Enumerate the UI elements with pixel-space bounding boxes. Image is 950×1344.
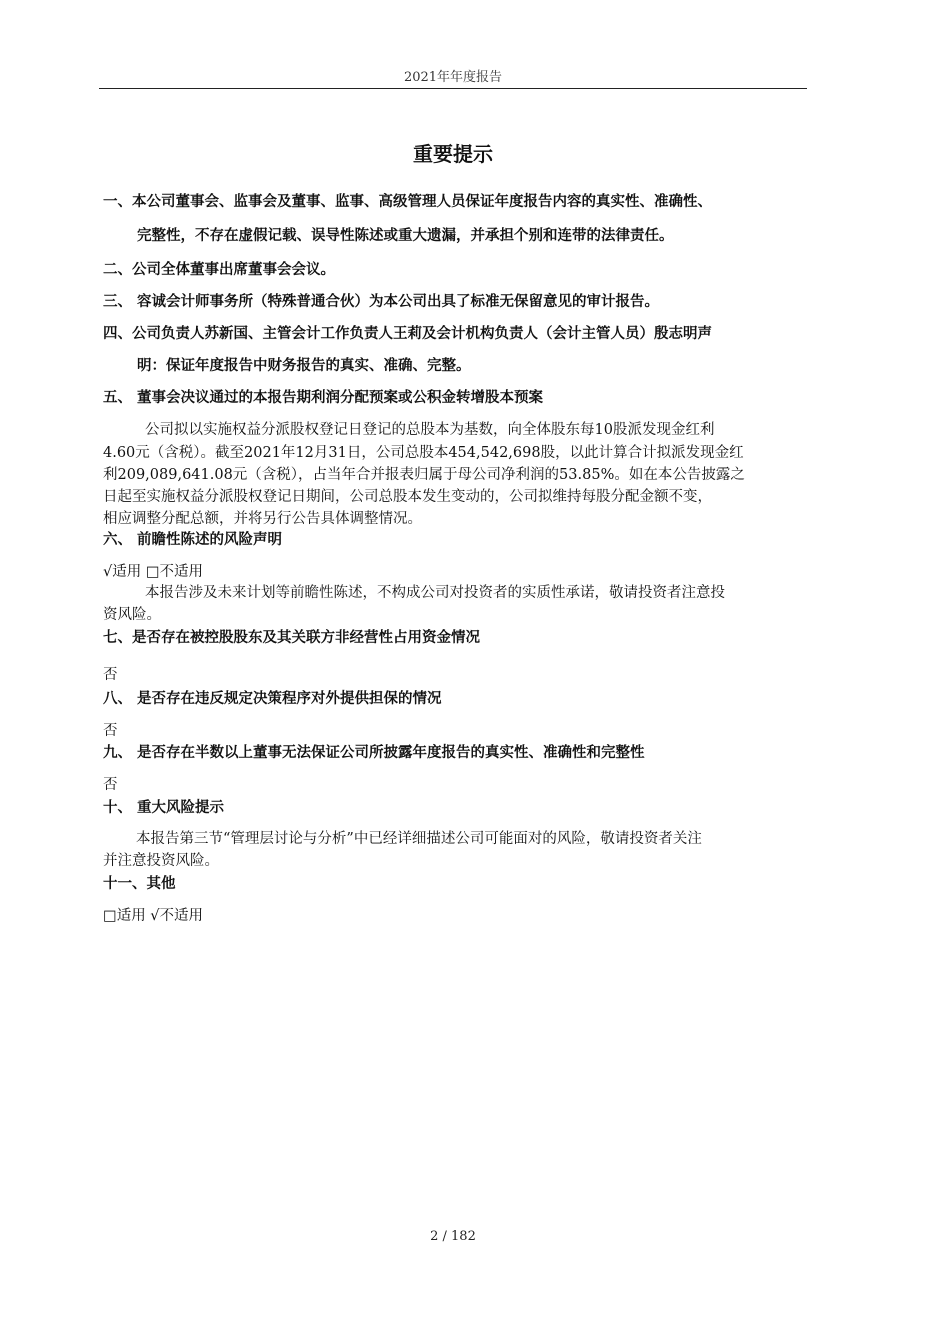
item-5-body-line-2: 4.60元（含税）。截至2021年12月31日，公司总股本454,542,698股，以此计算合计拟派发现金红 xyxy=(103,445,744,461)
item-10-body-line-1: 本报告第三节“管理层讨论与分析”中已经详细描述公司可能面对的风险，敬请投资者关注 xyxy=(136,831,702,847)
item-5-body-line-1: 公司拟以实施权益分派股权登记日登记的总股本为基数，向全体股东每10股派发现金红利 xyxy=(145,422,715,438)
item-7-answer: 否 xyxy=(103,667,118,683)
item-9-answer: 否 xyxy=(103,777,118,793)
item-8-answer: 否 xyxy=(103,723,118,739)
item-1-line-1: 一、本公司董事会、监事会及董事、监事、高级管理人员保证年度报告内容的真实性、准确性、 xyxy=(103,194,712,210)
item-3: 三、 容诚会计师事务所（特殊普通合伙）为本公司出具了标准无保留意见的审计报告。 xyxy=(103,294,660,310)
item-5-heading: 五、 董事会决议通过的本报告期利润分配预案或公积金转增股本预案 xyxy=(103,390,544,406)
item-5-body-line-3: 利209,089,641.08元（含税），占当年合并报表归属于母公司净利润的53.85%。如在本公告披露之 xyxy=(103,467,745,483)
item-1-line-2: 完整性，不存在虚假记载、误导性陈述或重大遗漏，并承担个别和连带的法律责任。 xyxy=(137,228,674,244)
item-10-heading: 十、 重大风险提示 xyxy=(103,800,225,816)
item-2: 二、公司全体董事出席董事会会议。 xyxy=(103,262,335,278)
page-title: 重要提示 xyxy=(413,142,493,166)
item-11-applicability: □适用 √不适用 xyxy=(103,908,204,924)
running-header: 2021年年度报告 xyxy=(403,70,503,85)
header-divider xyxy=(99,88,807,89)
page-number: 2 / 182 xyxy=(430,1229,476,1244)
item-4-line-1: 四、公司负责人苏新国、主管会计工作负责人王莉及会计机构负责人（会计主管人员）殷志明声 xyxy=(103,326,712,342)
item-6-heading: 六、 前瞻性陈述的风险声明 xyxy=(103,532,283,548)
item-6-body-line-2: 资风险。 xyxy=(103,607,161,623)
item-8-heading: 八、 是否存在违反规定决策程序对外提供担保的情况 xyxy=(103,691,442,707)
item-5-body-line-5: 相应调整分配总额，并将另行公告具体调整情况。 xyxy=(103,511,422,527)
item-11-heading: 十一、其他 xyxy=(103,876,176,892)
item-9-heading: 九、 是否存在半数以上董事无法保证公司所披露年度报告的真实性、准确性和完整性 xyxy=(103,745,645,761)
item-4-line-2: 明：保证年度报告中财务报告的真实、准确、完整。 xyxy=(137,358,471,374)
item-6-applicability: √适用 □不适用 xyxy=(103,564,204,580)
item-10-body-line-2: 并注意投资风险。 xyxy=(103,853,219,869)
item-6-body-line-1: 本报告涉及未来计划等前瞻性陈述，不构成公司对投资者的实质性承诺，敬请投资者注意投 xyxy=(145,585,725,601)
item-7-heading: 七、是否存在被控股股东及其关联方非经营性占用资金情况 xyxy=(103,630,480,646)
item-5-body-line-4: 日起至实施权益分派股权登记日期间，公司总股本发生变动的，公司拟维持每股分配金额不变， xyxy=(103,489,712,505)
